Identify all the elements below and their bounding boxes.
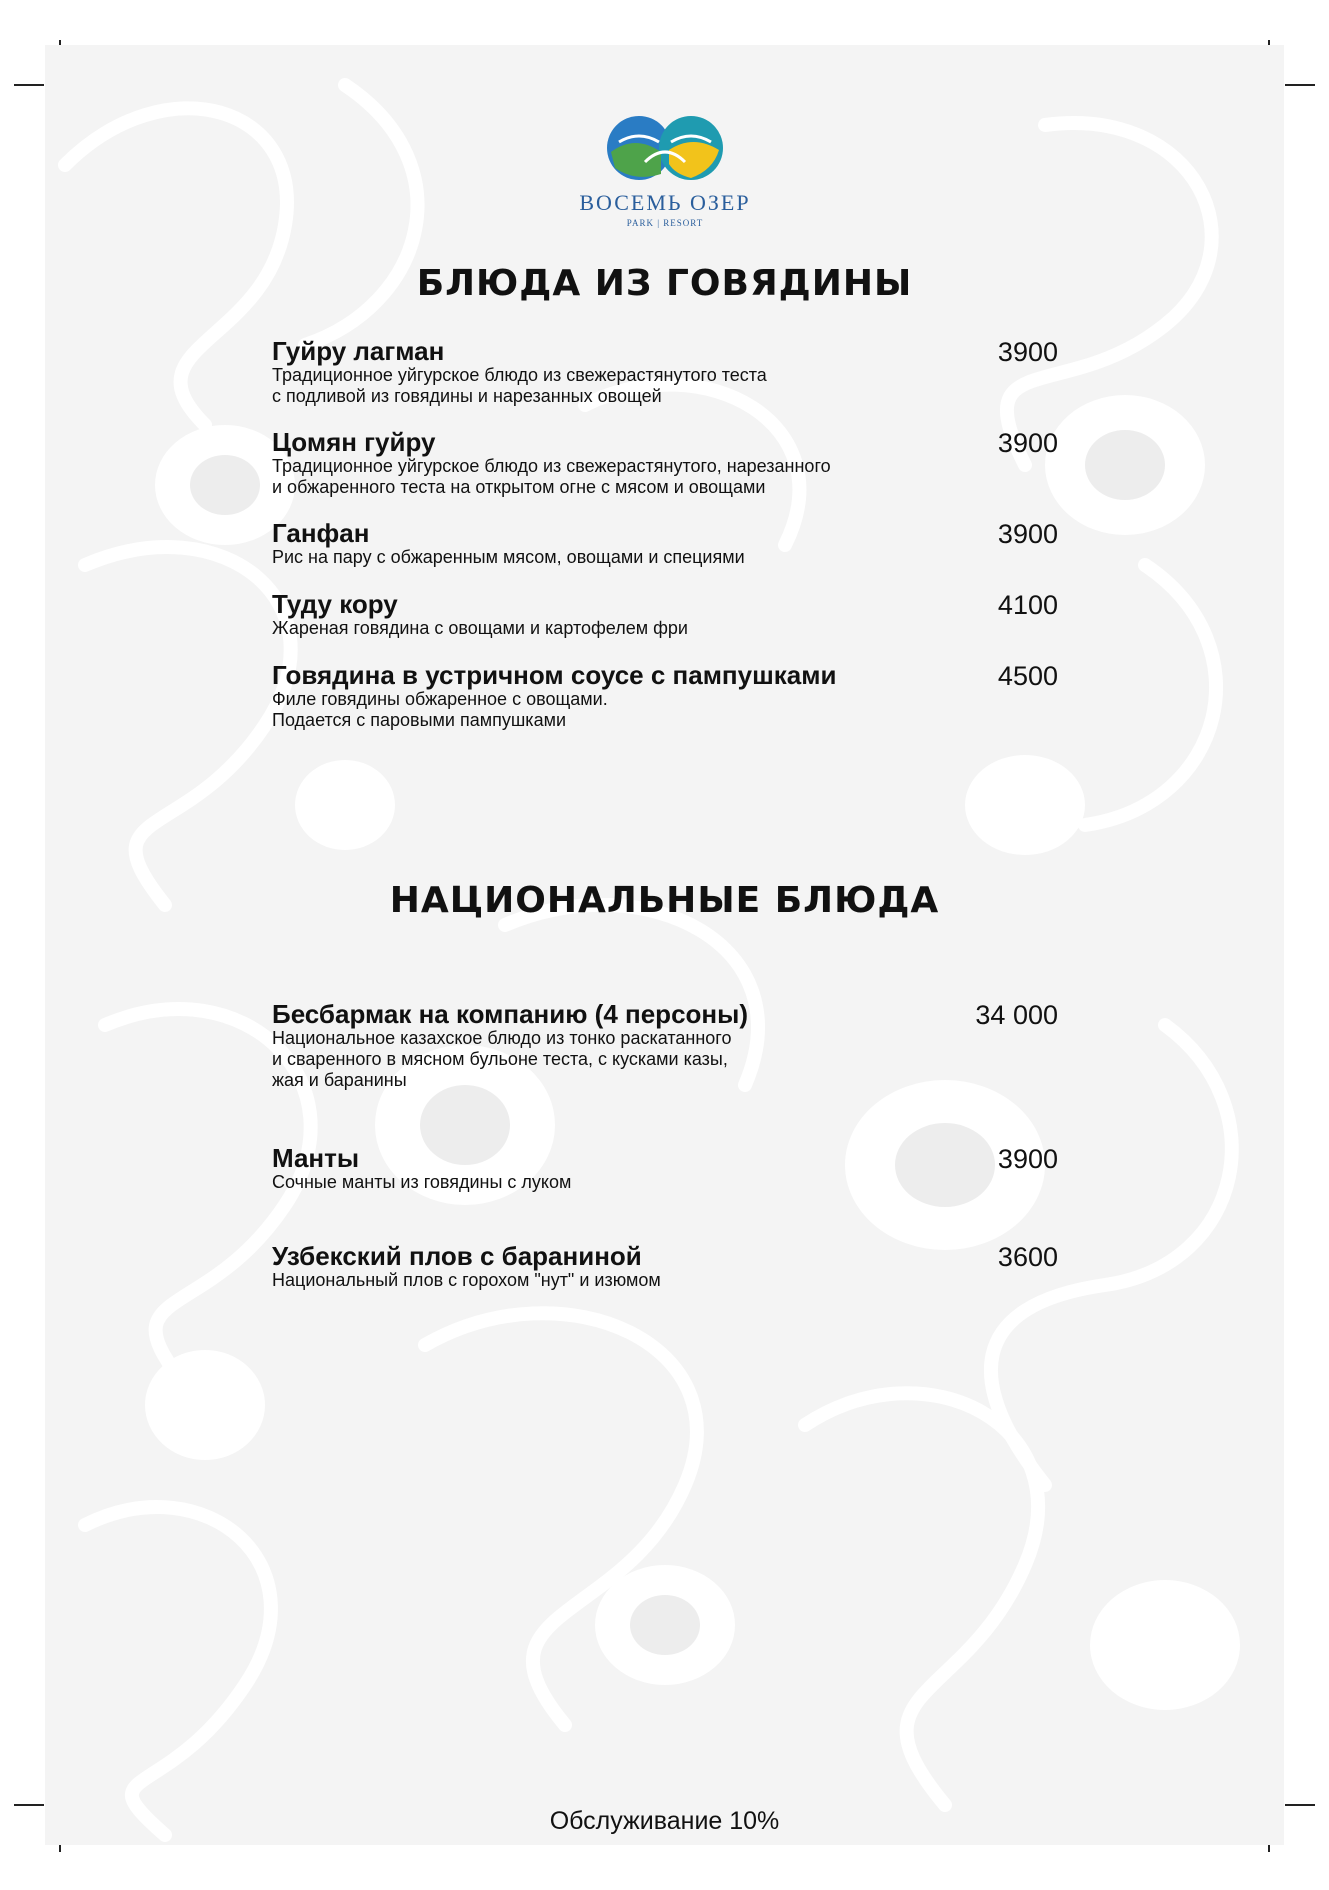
item-price: 3900: [997, 519, 1058, 549]
item-price: 4500: [997, 661, 1058, 691]
item-desc-line: Жареная говядина с овощами и картофелем фри: [272, 618, 688, 638]
menu-item: [272, 1242, 1062, 1291]
crop-mark: [14, 1804, 44, 1806]
item-desc-line: Рис на пару с обжаренным мясом, овощами и специями: [272, 547, 745, 567]
crop-mark: [1285, 1804, 1315, 1806]
item-price: 3900: [997, 337, 1058, 367]
item-name: Гуйру лагман: [272, 336, 445, 366]
item-price: 4100: [997, 590, 1058, 620]
item-price: 3900: [997, 428, 1058, 458]
item-name: Цомян гуйру: [272, 427, 436, 457]
item-desc-line: и сваренного в мясном бульоне теста, с кусками казы,: [272, 1049, 728, 1069]
item-desc-line: Сочные манты из говядины с луком: [272, 1172, 572, 1192]
item-price: 34 000: [975, 1000, 1058, 1030]
menu-item: [272, 428, 1062, 498]
item-price: 3600: [997, 1242, 1058, 1272]
item-desc-line: с подливой из говядины и нарезанных овощей: [272, 386, 662, 406]
item-desc-line: Национальный плов с горохом "нут" и изюмом: [272, 1270, 661, 1290]
item-name: Манты: [272, 1143, 360, 1173]
menu-item: [272, 337, 1062, 407]
item-price: 3900: [997, 1144, 1058, 1174]
resort-logo: [575, 112, 755, 228]
item-desc-line: Подается с паровыми пампушками: [272, 710, 567, 730]
item-desc-line: жая и баранины: [272, 1070, 407, 1090]
item-desc-line: Традиционное уйгурское блюдо из свежерастянутого, нарезанного: [272, 456, 831, 476]
service-charge-note: Обслуживание 10%: [549, 1807, 780, 1835]
item-name: Бесбармак на компанию (4 персоны): [272, 999, 748, 1029]
logo-name: ВОСЕМЬ ОЗЕР: [579, 190, 751, 215]
item-name: Говядина в устричном соусе с пампушками: [272, 660, 837, 690]
item-desc-line: и обжаренного теста на открытом огне с мясом и овощами: [272, 477, 766, 497]
section-title-beef: БЛЮДА ИЗ ГОВЯДИНЫ: [416, 263, 913, 304]
section-title-national: НАЦИОНАЛЬНЫЕ БЛЮДА: [389, 880, 940, 921]
menu-item: [272, 1144, 1062, 1193]
item-desc-line: Национальное казахское блюдо из тонко раскатанного: [272, 1028, 732, 1048]
menu-item: [272, 1000, 1062, 1091]
item-desc-line: Традиционное уйгурское блюдо из свежерастянутого теста: [272, 365, 767, 385]
crop-mark: [14, 84, 44, 86]
item-name: Узбекский плов с бараниной: [272, 1241, 642, 1271]
logo-subtitle: PARK | RESORT: [626, 218, 704, 228]
infinity-lakes-icon: [605, 112, 725, 184]
menu-item: [272, 590, 1062, 639]
menu-item: [272, 661, 1062, 731]
item-name: Ганфан: [272, 518, 370, 548]
item-name: Туду кору: [272, 589, 398, 619]
menu-item: [272, 519, 1062, 568]
item-desc-line: Филе говядины обжаренное с овощами.: [272, 689, 608, 709]
ornament-background: [45, 45, 1284, 1845]
ornament-pattern: [45, 45, 1284, 1845]
crop-mark: [1285, 84, 1315, 86]
